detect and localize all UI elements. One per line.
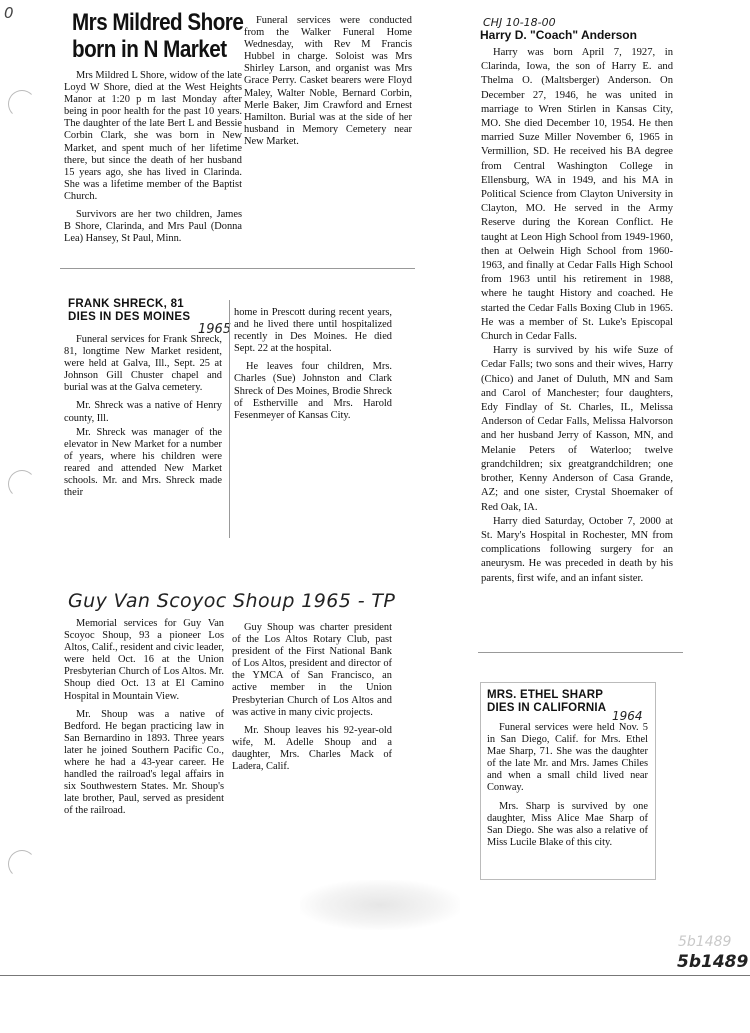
shore-column-1 [64,70,242,251]
anderson-para-2: Harry is survived by his wife Suze of Cedar Falls; two sons and their wives, Harry (Chico) and Janet of Duluth, MN and Sam and Carol of Manchester; four daughters, Edy Findlay of St. Charles, IL, Melissa Anderson of Cedar Falls, Melissa Halvorson and her husband Jerry of Kasson, MN, and Melanie Peters of Waterloo; twelve grandchildren; six greatgrandchildren; one brother, Kenny Anderson of Casa Grande, AZ; and one sister, Crystal Shoemaker of Red Oak, IA. [481,345,673,513]
anderson-handwritten-note: CHJ 10-18-00 [483,16,556,29]
shoup-col2-para-2: Mr. Shoup leaves his 92-year-old wife, M. Adelle Shoup and a daughter, Mrs. Charles Mack of Ladera, Calif. [232,724,392,773]
shreck-col1-para-3: Mr. Shreck was manager of the elevator in New Market for a number of years, where his children were reared and attended New Market schools. Mr. and Mrs. Shreck made their [64,426,222,499]
shore-bottom-rule [60,268,415,269]
shreck-handwritten-year: 1965 [198,322,232,337]
page-bottom-rule [0,975,750,976]
shreck-headline-line2: DIES IN DES MOINES [68,311,191,323]
shore-headline [72,9,244,63]
shreck-col1-para-2: Mr. Shreck was a native of Henry county, Ill. [64,400,222,424]
scan-smudge [300,880,460,930]
shreck-column-1 [64,334,222,505]
shore-headline-line1: Mrs Mildred Shore [72,9,244,36]
accession-number: 5b1489 [677,952,749,972]
anderson-bottom-rule [478,652,683,653]
shoup-handwritten-title: Guy Van Scoyoc Shoup 1965 - TP [68,590,396,612]
shreck-headline-line1: FRANK SHRECK, 81 [68,298,184,310]
anderson-body [481,46,673,586]
shore-col2-para-1: Funeral services were conducted from the Walker Funeral Home Wednesday, with Rev M Francis Hubbel in charge. Soloist was Mrs Shirley Larson, and organist was Mrs Grace Perry. Casket bearers were Floyd Maley, Walter Noble, Bernard Corbin, Merle Baker, Jim Crawford and Ernest Hamilton. Burial was at the side of her husband in Memory Cemetery near New Market. [244,15,412,147]
shreck-column-2 [234,307,392,428]
shore-headline-line2: born in N Market [72,36,227,63]
sharp-para-2: Mrs. Sharp is survived by one daughter, Miss Alice Mae Sharp of San Diego. She was also a relative of Miss Lucile Blake of this city. [487,800,648,848]
binder-hole-bottom [8,850,36,878]
anderson-para-3: Harry died Saturday, October 7, 2000 at St. Mary's Hospital in Rochester, MN from complications following surgery for an aneurysm. He was preceded in death by his parents, first wife, and an infant sister. [481,515,673,584]
shoup-column-1 [64,618,224,824]
shreck-col2-para-2: He leaves four children, Mrs. Charles (Sue) Johnston and Clark Shreck of Des Moines, Brodie Shreck of Estherville and Mrs. Harold Fesenmeyer of Kansas City. [234,361,392,421]
sharp-headline-line2: DIES IN CALIFORNIA [487,702,607,714]
sharp-body [487,722,648,855]
shore-col1-para-2: Survivors are her two children, James B Shore, Clarinda, and Mrs Paul (Donna Lea) Hansey, St Paul, Minn. [64,209,242,245]
binder-hole-top [8,90,36,118]
shreck-col1-para-1: Funeral services for Frank Shreck, 81, longtime New Market resident, were held at Galva, Ill., Sept. 25 at Johnson Gill Chuster chapel and burial was at the Galva cemetery. [64,334,222,394]
binder-hole-middle [8,470,36,498]
shreck-column-divider [229,300,230,538]
sharp-headline-line1: MRS. ETHEL SHARP [487,689,604,701]
shore-col1-para-1: Mrs Mildred L Shore, widow of the late Loyd W Shore, died at the West Heights Manor at 1:20 p m last Monday after being in poor health for the past 10 years. The daughter of the late Bert L and Bessie Corbin Clark, she was born in New Market, and spent much of her lifetime there, but since the death of her husband 15 years ago, she has lived in Clarinda. She was a lifetime member of the Baptist Church. [64,70,242,202]
shoup-col1-para-2: Mr. Shoup was a native of Bedford. He began practicing law in San Bernardino in 1893. Three years later he joined Southern Pacific Co., where he had a 43-year career. He handled the railroad's legal affairs in six Southwestern States. Mr. Shoup's late brother, Paul, served as president of the railroad. [64,708,224,817]
sharp-handwritten-year: 1964 [612,709,643,723]
shoup-col1-para-1: Memorial services for Guy Van Scoyoc Shoup, 93 a pioneer Los Altos, Calif., resident and civic leader, were held Oct. 16 at the Union Presbyterian Church of Los Altos. Mr. Shoup died Oct. 13 at El Camino Hospital in Mountain View. [64,618,224,702]
shreck-headline [68,298,238,324]
anderson-para-1: Harry was born April 7, 1927, in Clarinda, Iowa, the son of Harry E. and Thelma O. (Maltsberger) Anderson. On December 27, 1946, he was united in marriage to Wren Stirlen in Kansas City, MO. She died December 10, 1954. He then married Suze Miller November 6, 1965 in Vermillion, SD. He received his BA degree from Central Washington College in Ellensburg, WA in 1949, and his MA in Political Science from Clayton University in Clayton, MO. He served in the Army Reserve during the Korean Conflict. He taught at Leon High School from 1949-1960, then at Oelwein High School from 1960-1963, and finally at Cedar Falls High School from 1963 until his retirement in 1988, where he taught History and coached. He started the Cedar Falls Boxing Club in 1965. He was a member of St. Luke's Episcopal Church in Cedar Falls. [481,47,673,343]
sharp-para-1: Funeral services were held Nov. 5 in San Diego, Calif. for Mrs. Ethel Mae Sharp, 71. She was the daughter of the late Mr. and Mrs. James Chiles and when a small child lived near Conway. [487,722,648,794]
shreck-col2-para-1: home in Prescott during recent years, and he lived there until hospitalized recently in Des Moines. He died Sept. 22 at the hospital. [234,307,392,355]
anderson-headline: Harry D. "Coach" Anderson [480,28,637,42]
shoup-column-2 [232,622,392,779]
shoup-col2-para-1: Guy Shoup was charter president of the Los Altos Rotary Club, past president of the First National Bank of Los Altos, president and director of the YMCA of San Francisco, an active member in the Union Presbyterian Church of Los Altos and was active in many civic projects. [232,622,392,718]
corner-mark: 0 [4,4,14,22]
faint-accession-stamp: 5b1489 [678,934,732,950]
shore-column-2 [244,15,412,154]
